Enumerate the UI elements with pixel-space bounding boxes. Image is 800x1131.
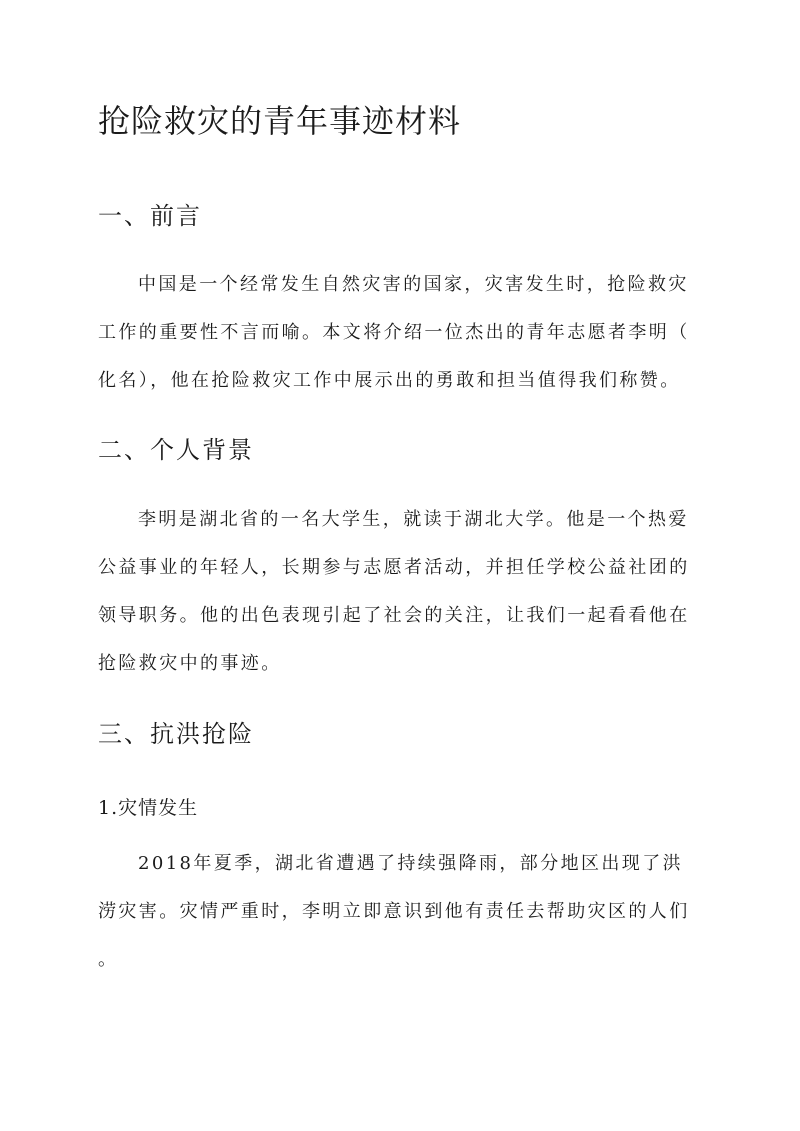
paragraph-line: 中国是一个经常发生自然灾害的国家，灾害发生时，抢险救灾 — [138, 274, 689, 295]
subsection-heading-disaster: 1.灾情发生 — [98, 797, 199, 819]
paragraph-line: 李明是湖北省的一名大学生，就读于湖北大学。他是一个热爱 — [138, 509, 689, 530]
paragraph-line: 公益事业的年轻人，长期参与志愿者活动，并担任学校公益社团的 — [98, 557, 690, 578]
paragraph-background — [98, 496, 698, 688]
paragraph-line: 。 — [98, 949, 119, 970]
section-heading-preface: 一、前言 — [98, 202, 202, 230]
paragraph-line: 涝灾害。灾情严重时，李明立即意识到他有责任去帮助灾区的人们 — [98, 901, 690, 922]
paragraph-line: 2018年夏季，湖北省遭遇了持续强降雨，部分地区出现了洪 — [138, 853, 684, 874]
document-title: 抢险救灾的青年事迹材料 — [98, 102, 462, 140]
paragraph-line: 化名），他在抢险救灾工作中展示出的勇敢和担当值得我们称赞。 — [98, 370, 681, 391]
paragraph-line: 领导职务。他的出色表现引起了社会的关注，让我们一起看看他在 — [98, 605, 690, 626]
paragraph-disaster — [98, 840, 698, 984]
section-heading-flood-rescue: 三、抗洪抢险 — [98, 720, 254, 748]
paragraph-line: 工作的重要性不言而喻。本文将介绍一位杰出的青年志愿者李明（ — [98, 322, 690, 343]
paragraph-line: 抢险救灾中的事迹。 — [98, 653, 282, 674]
section-heading-background: 二、个人背景 — [98, 436, 254, 464]
paragraph-preface — [98, 261, 698, 405]
